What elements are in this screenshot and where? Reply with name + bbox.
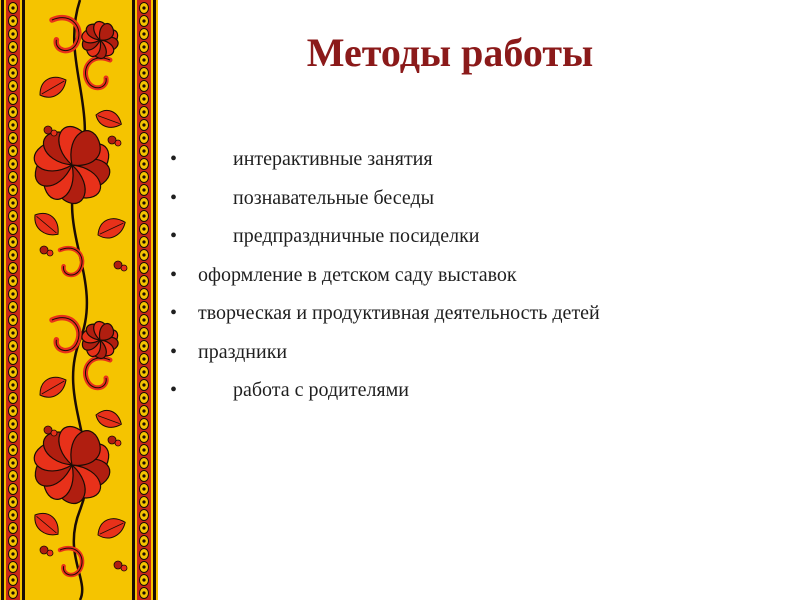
- list-item-text: предпраздничные посиделки: [233, 225, 480, 247]
- list-item: [170, 377, 780, 416]
- slide-title: Методы работы: [306, 30, 594, 75]
- list-item: [170, 223, 780, 262]
- bullet-icon: •: [170, 340, 178, 363]
- list-item-text: работа с родителями: [233, 379, 409, 401]
- khokhloma-ornament-border: [0, 0, 158, 600]
- list-item: [170, 146, 780, 185]
- bullet-icon: •: [170, 225, 178, 247]
- bullet-icon: •: [170, 302, 178, 324]
- bullet-icon: •: [170, 186, 178, 209]
- list-item-text: оформление в детском саду выставок: [198, 263, 517, 286]
- list-item-text: творческая и продуктивная деятельность детей: [198, 302, 600, 324]
- list-item: [170, 339, 780, 378]
- bullet-icon: •: [170, 379, 178, 401]
- methods-list: [170, 146, 780, 416]
- list-item: [170, 185, 780, 224]
- list-item: [170, 300, 780, 339]
- bullet-icon: •: [170, 263, 178, 286]
- list-item: [170, 262, 780, 301]
- list-item-text: интерактивные занятия: [233, 148, 433, 170]
- list-item-text: праздники: [198, 340, 288, 363]
- bullet-icon: •: [170, 148, 178, 170]
- list-item-text: познавательные беседы: [233, 186, 435, 209]
